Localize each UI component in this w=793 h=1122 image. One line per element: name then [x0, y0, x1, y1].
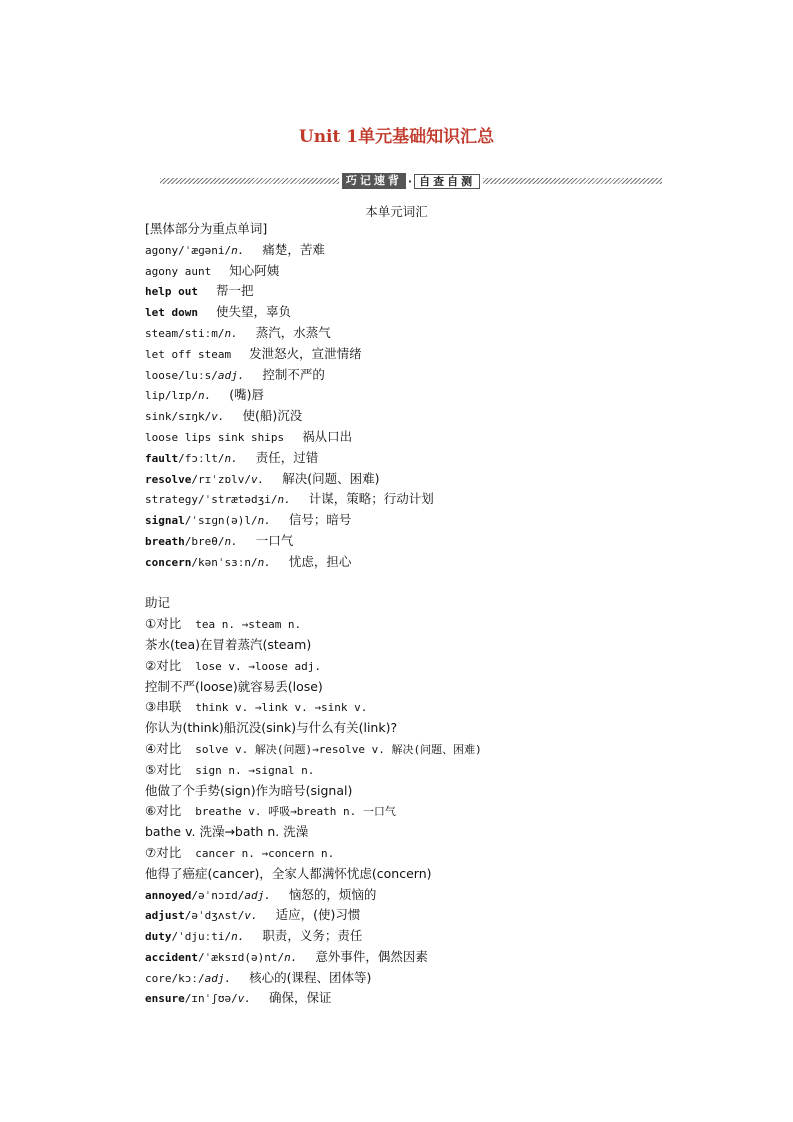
- vocab-phonetic: /ɪnˈʃʊə/: [184, 992, 238, 1006]
- vocab-word: adjust: [145, 909, 185, 923]
- vocab-phonetic: /ˈæɡəni/: [178, 243, 232, 257]
- vocab-entry: [145, 531, 745, 552]
- vocab-meaning: 祸从口出: [302, 428, 353, 444]
- vocab-entry: [145, 365, 745, 386]
- vocab-meaning: 知心阿姨: [229, 262, 280, 278]
- mnemonic-expression: breathe v. 呼吸→breath n. 一口气: [195, 805, 396, 819]
- mnemonic-number: ④对比: [145, 740, 182, 756]
- vocab-phonetic: /breθ/: [184, 534, 225, 548]
- vocab-entry: [145, 988, 745, 1009]
- vocab-word: fault: [145, 451, 179, 465]
- banner-dot: ·: [407, 174, 413, 188]
- vocab-meaning: 忧虑，担心: [288, 553, 352, 569]
- vocab-pos: v.: [250, 472, 265, 486]
- vocab-phonetic: /sɪŋk/: [171, 410, 212, 424]
- vocab-entry: [145, 947, 745, 968]
- mnemonic-number: ①对比: [145, 616, 182, 632]
- mnemonic-number: ⑦对比: [145, 844, 182, 860]
- vocab-word: concern: [145, 555, 192, 569]
- vocab-meaning: 解决(问题、困难): [282, 470, 380, 486]
- vocab-entry: [145, 968, 745, 989]
- mnemonic-explanation: 茶水(tea)在冒着蒸汽(steam): [145, 636, 312, 652]
- vocab-meaning: 控制不严的: [262, 366, 325, 382]
- vocab-word: sink: [145, 410, 172, 424]
- vocab-phonetic: /rɪˈzɒlv/: [191, 472, 251, 486]
- vocab-word: resolve: [145, 472, 192, 486]
- vocab-entry: [145, 905, 745, 926]
- vocab-entry: [145, 385, 745, 406]
- vocab-phonetic: /kənˈsɜːn/: [191, 555, 258, 569]
- vocab-word: help out: [145, 285, 198, 299]
- vocab-entry: [145, 240, 745, 261]
- mnemonic-expression: think v. →link v. →sink v.: [195, 701, 368, 715]
- mnemonic-expression: solve v. 解决(问题)→resolve v. 解决(问题、困难): [195, 742, 482, 756]
- vocab-entry: [145, 885, 745, 906]
- vocab-meaning: 核心的(课程、团体等): [249, 969, 372, 985]
- vocab-meaning: 帮一把: [215, 283, 254, 299]
- mnemonic-item: [145, 760, 745, 781]
- mnemonic-item: [145, 656, 745, 677]
- mnemonic-number: ⑤对比: [145, 761, 182, 777]
- vocab-phonetic: /ˈdjuːti/: [171, 930, 232, 944]
- vocab-word: lip: [145, 389, 165, 403]
- vocab-phonetic: /ˈstrætədʒi/: [197, 493, 278, 507]
- mnemonic-explanation: 控制不严(loose)就容易丢(lose): [145, 678, 323, 694]
- vocab-word: duty: [145, 930, 172, 944]
- vocab-pos: n.: [224, 326, 238, 340]
- vocab-entry: [145, 344, 745, 365]
- mnemonic-heading: 助记: [145, 595, 171, 611]
- mnemonic-number: ⑥对比: [145, 803, 182, 819]
- vocab-pos: adj.: [217, 368, 245, 382]
- vocab-phonetic: /lɪp/: [164, 389, 198, 403]
- vocab-phonetic: /əˈdʒʌst/: [184, 909, 245, 923]
- vocab-word: agony: [145, 243, 179, 257]
- vocab-word: agony aunt: [145, 264, 212, 278]
- mnemonic-number: ③串联: [145, 699, 182, 715]
- page-title: Unit 1单元基础知识汇总: [298, 127, 495, 147]
- mnemonic-expression: lose v. →loose adj.: [195, 659, 322, 673]
- vocab-pos: n.: [224, 451, 238, 465]
- vocab-phonetic: /luːs/: [178, 368, 218, 382]
- vocab-meaning: 蒸汽，水蒸气: [255, 324, 331, 340]
- banner-left-label: 巧记速背: [342, 173, 406, 189]
- mnemonic-item: [145, 697, 745, 718]
- vocab-note: [黑体部分为重点单词]: [145, 221, 268, 236]
- vocab-phonetic: /stiːm/: [178, 326, 225, 340]
- vocab-entry: [145, 552, 745, 573]
- vocab-entry: [145, 323, 745, 344]
- vocab-meaning: 计谋，策略；行动计划: [308, 491, 434, 507]
- vocab-entry: [145, 926, 745, 947]
- vocab-phonetic: /əˈnɔɪd/: [191, 888, 245, 902]
- vocab-pos: adj.: [244, 888, 271, 902]
- vocab-pos: n.: [198, 389, 212, 403]
- mnemonic-item: [145, 801, 745, 822]
- vocab-phonetic: /fɔːlt/: [178, 451, 225, 465]
- section-banner: [160, 173, 662, 189]
- vocab-word: breath: [145, 534, 185, 548]
- banner-rule-right: [483, 178, 662, 184]
- vocab-word: core: [145, 971, 172, 985]
- mnemonic-number: ②对比: [145, 657, 182, 673]
- vocab-entry: [145, 427, 745, 448]
- vocab-list: [145, 240, 745, 573]
- mnemonic-list: [145, 614, 745, 884]
- vocab-meaning: 恼怒的，烦恼的: [288, 886, 377, 902]
- vocab-meaning: 使(船)沉没: [242, 408, 303, 424]
- mnemonic-expression: sign n. →signal n.: [195, 763, 315, 777]
- vocab-entry: [145, 406, 745, 427]
- mnemonic-item: [145, 739, 745, 760]
- vocab-meaning: 职责，义务；责任: [262, 928, 363, 944]
- vocab-pos: n.: [231, 243, 245, 257]
- section-heading: 本单元词汇: [365, 204, 428, 219]
- vocab-pos: adj.: [204, 971, 232, 985]
- mnemonic-explanation: 他做了个手势(sign)作为暗号(signal): [145, 782, 353, 798]
- mnemonic-expression: tea n. →steam n.: [195, 618, 302, 632]
- vocab-pos: v.: [237, 992, 251, 1006]
- vocab-entry: [145, 510, 745, 531]
- vocab-word: loose: [145, 368, 179, 382]
- vocab-entry: [145, 469, 745, 490]
- vocab-pos: n.: [257, 555, 271, 569]
- vocab-content: [145, 219, 745, 1009]
- mnemonic-expression: cancer n. →concern n.: [195, 846, 335, 860]
- vocab-word: signal: [145, 514, 185, 528]
- banner-rule-left: [160, 178, 339, 184]
- vocab-pos: n.: [277, 493, 291, 507]
- vocab-pos: v.: [211, 410, 225, 424]
- vocab-entry: [145, 448, 745, 469]
- vocab-meaning: 使失望，辜负: [215, 304, 291, 320]
- banner-badge: [342, 173, 480, 189]
- vocab-word: let down: [145, 306, 198, 320]
- vocab-meaning: 意外事件，偶然因素: [315, 948, 428, 964]
- vocab-list-2: [145, 885, 745, 1010]
- vocab-pos: n.: [224, 534, 238, 548]
- vocab-meaning: 信号；暗号: [288, 512, 352, 528]
- vocab-word: strategy: [145, 493, 198, 507]
- vocab-meaning: 发泄怒火，宣泄情绪: [249, 345, 362, 361]
- vocab-word: ensure: [145, 992, 185, 1006]
- vocab-word: accident: [145, 950, 198, 964]
- vocab-word: loose lips sink ships: [145, 430, 285, 444]
- mnemonic-item: [145, 843, 745, 864]
- vocab-entry: [145, 302, 745, 323]
- mnemonic-explanation: 他得了癌症(cancer)，全家人都满怀忧虑(concern): [145, 865, 432, 881]
- vocab-pos: n.: [284, 950, 298, 964]
- mnemonic-item: [145, 614, 745, 635]
- spacer: [145, 573, 745, 594]
- vocab-word: steam: [145, 326, 179, 340]
- vocab-meaning: 痛楚，苦难: [262, 241, 325, 257]
- vocab-word: let off steam: [145, 347, 232, 361]
- vocab-phonetic: /kɔː/: [171, 971, 205, 985]
- vocab-meaning: 适应，(使)习惯: [275, 907, 361, 923]
- vocab-entry: [145, 261, 745, 282]
- banner-right-label: 自查自测: [414, 174, 480, 189]
- vocab-meaning: 一口气: [255, 532, 294, 548]
- mnemonic-explanation: 你认为(think)船沉没(sink)与什么有关(link)?: [145, 720, 398, 736]
- vocab-entry: [145, 489, 745, 510]
- vocab-meaning: 责任，过错: [255, 449, 319, 465]
- vocab-entry: [145, 281, 745, 302]
- vocab-phonetic: /ˈsɪɡn(ə)l/: [184, 514, 258, 528]
- vocab-pos: n.: [231, 930, 245, 944]
- vocab-phonetic: /ˈæksɪd(ə)nt/: [197, 950, 285, 964]
- vocab-word: annoyed: [145, 888, 192, 902]
- mnemonic-explanation: bathe v. 洗澡→bath n. 洗澡: [145, 824, 309, 840]
- vocab-pos: v.: [244, 909, 258, 923]
- vocab-pos: n.: [257, 514, 271, 528]
- vocab-meaning: 确保，保证: [268, 990, 332, 1006]
- vocab-meaning: (嘴)唇: [229, 387, 265, 403]
